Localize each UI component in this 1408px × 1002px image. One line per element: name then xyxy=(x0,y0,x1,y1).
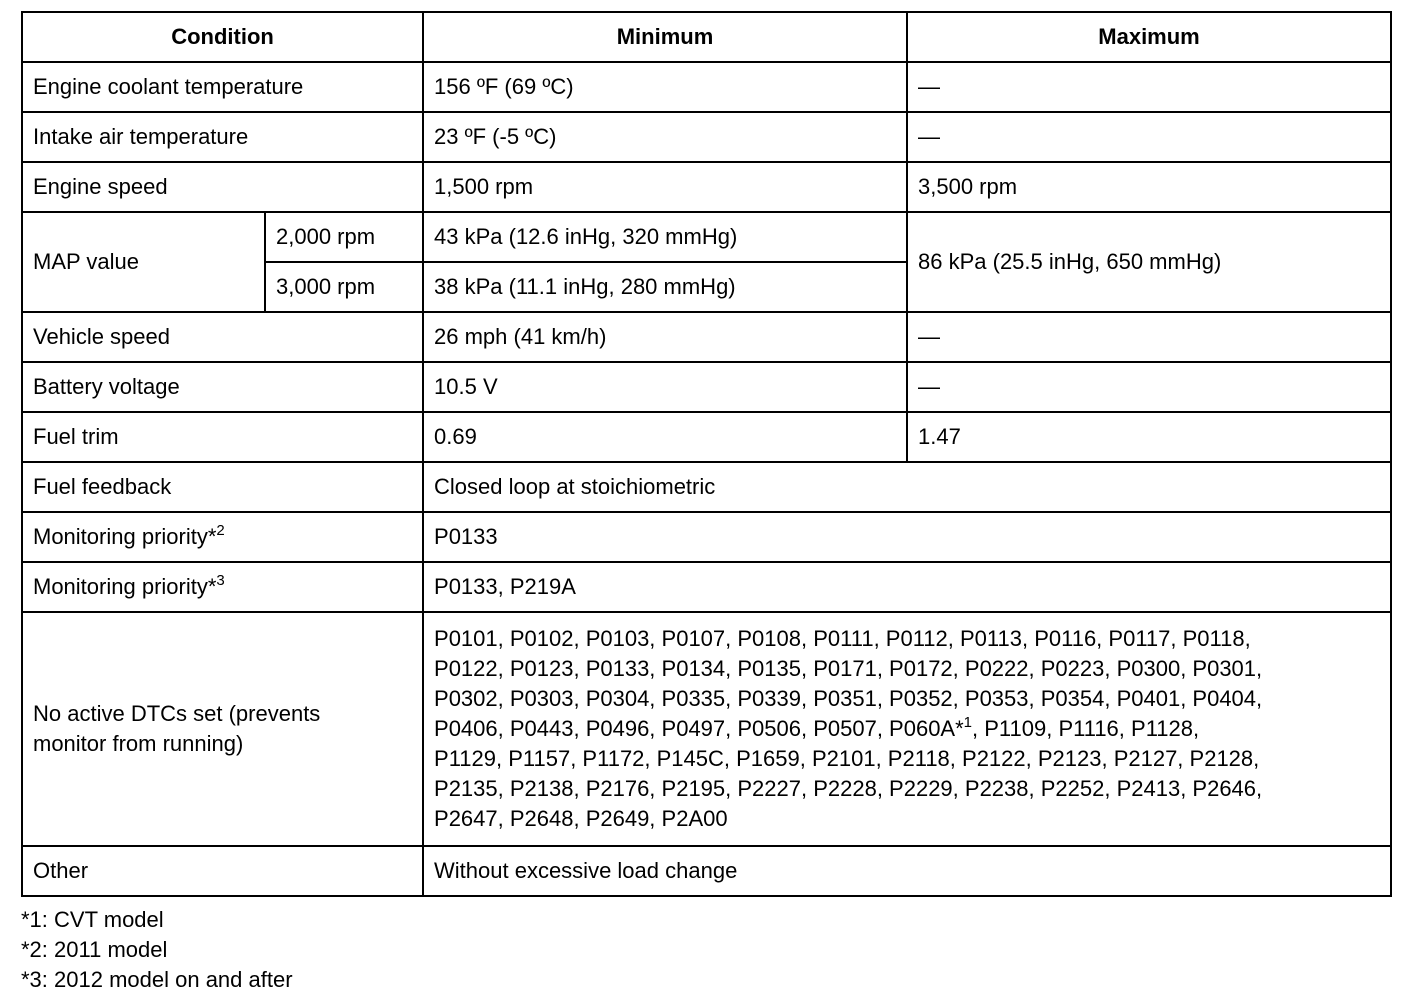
footnote: *1: CVT model xyxy=(21,907,164,932)
condition-label: Engine speed xyxy=(22,162,423,212)
table-row xyxy=(22,62,1391,112)
label-text: Monitoring priority* xyxy=(33,524,217,549)
table-row xyxy=(22,112,1391,162)
condition-label xyxy=(22,612,423,846)
maximum-value: — xyxy=(907,112,1391,162)
dtc-line: P0302, P0303, P0304, P0335, P0339, P0351, P0352, P0353, P0354, P0401, P0404, xyxy=(434,686,1263,711)
minimum-value: 0.69 xyxy=(423,412,907,462)
table-row xyxy=(22,362,1391,412)
footnote-marker: 1 xyxy=(963,714,973,731)
dtc-line: P1129, P1157, P1172, P145C, P1659, P2101, P2118, P2122, P2123, P2127, P2128, xyxy=(434,746,1260,771)
dtc-text: P0406, P0443, P0496, P0497, P0506, P0507, P060A* xyxy=(434,716,964,741)
maximum-value: 1.47 xyxy=(907,412,1391,462)
header-minimum: Minimum xyxy=(423,12,907,62)
condition-label xyxy=(22,512,423,562)
dtc-line: P0101, P0102, P0103, P0107, P0108, P0111, P0112, P0113, P0116, P0117, P0118, xyxy=(434,626,1251,651)
dtc-line: P0122, P0123, P0133, P0134, P0135, P0171, P0172, P0222, P0223, P0300, P0301, xyxy=(434,656,1263,681)
dtc-line: P2135, P2138, P2176, P2195, P2227, P2228, P2229, P2238, P2252, P2413, P2646, xyxy=(434,776,1263,801)
minimum-value: 10.5 V xyxy=(423,362,907,412)
maximum-value: — xyxy=(907,362,1391,412)
label-line: monitor from running) xyxy=(33,731,244,756)
table-row xyxy=(22,612,1391,846)
footnote-marker: 2 xyxy=(216,522,225,539)
table-row xyxy=(22,412,1391,462)
table-row xyxy=(22,462,1391,512)
condition-label: MAP value xyxy=(22,212,265,312)
dtc-text: , P1109, P1116, P1128, xyxy=(972,716,1200,741)
conditions-table xyxy=(21,11,1392,897)
sub-condition-label: 2,000 rpm xyxy=(265,212,423,262)
condition-label: Other xyxy=(22,846,423,896)
footnotes xyxy=(21,905,293,995)
maximum-value: — xyxy=(907,62,1391,112)
maximum-value: 3,500 rpm xyxy=(907,162,1391,212)
maximum-value: — xyxy=(907,312,1391,362)
condition-label: Engine coolant temperature xyxy=(22,62,423,112)
condition-label: Fuel trim xyxy=(22,412,423,462)
condition-value: Without excessive load change xyxy=(423,846,1391,896)
minimum-value: 156 ºF (69 ºC) xyxy=(423,62,907,112)
dtc-list xyxy=(423,612,1391,846)
condition-label: Fuel feedback xyxy=(22,462,423,512)
label-text: Monitoring priority* xyxy=(33,574,217,599)
footnote: *3: 2012 model on and after xyxy=(21,967,293,992)
minimum-value: 26 mph (41 km/h) xyxy=(423,312,907,362)
maximum-value: 86 kPa (25.5 inHg, 650 mmHg) xyxy=(907,212,1391,312)
table-row xyxy=(22,312,1391,362)
header-maximum: Maximum xyxy=(907,12,1391,62)
condition-label: Battery voltage xyxy=(22,362,423,412)
condition-label: Intake air temperature xyxy=(22,112,423,162)
condition-label xyxy=(22,562,423,612)
condition-value: P0133 xyxy=(423,512,1391,562)
table-row xyxy=(22,512,1391,562)
footnote: *2: 2011 model xyxy=(21,937,168,962)
label-line: No active DTCs set (prevents xyxy=(33,701,321,726)
header-condition: Condition xyxy=(22,12,423,62)
table-row xyxy=(22,162,1391,212)
dtc-line xyxy=(434,714,1380,744)
table-row xyxy=(22,562,1391,612)
footnote-marker: 3 xyxy=(216,572,225,589)
dtc-line: P2647, P2648, P2649, P2A00 xyxy=(434,806,728,831)
condition-value: P0133, P219A xyxy=(423,562,1391,612)
minimum-value: 38 kPa (11.1 inHg, 280 mmHg) xyxy=(423,262,907,312)
condition-value: Closed loop at stoichiometric xyxy=(423,462,1391,512)
minimum-value: 23 ºF (-5 ºC) xyxy=(423,112,907,162)
minimum-value: 1,500 rpm xyxy=(423,162,907,212)
table-header-row xyxy=(22,12,1391,62)
table-row xyxy=(22,846,1391,896)
table-row xyxy=(22,212,1391,262)
sub-condition-label: 3,000 rpm xyxy=(265,262,423,312)
minimum-value: 43 kPa (12.6 inHg, 320 mmHg) xyxy=(423,212,907,262)
condition-label: Vehicle speed xyxy=(22,312,423,362)
